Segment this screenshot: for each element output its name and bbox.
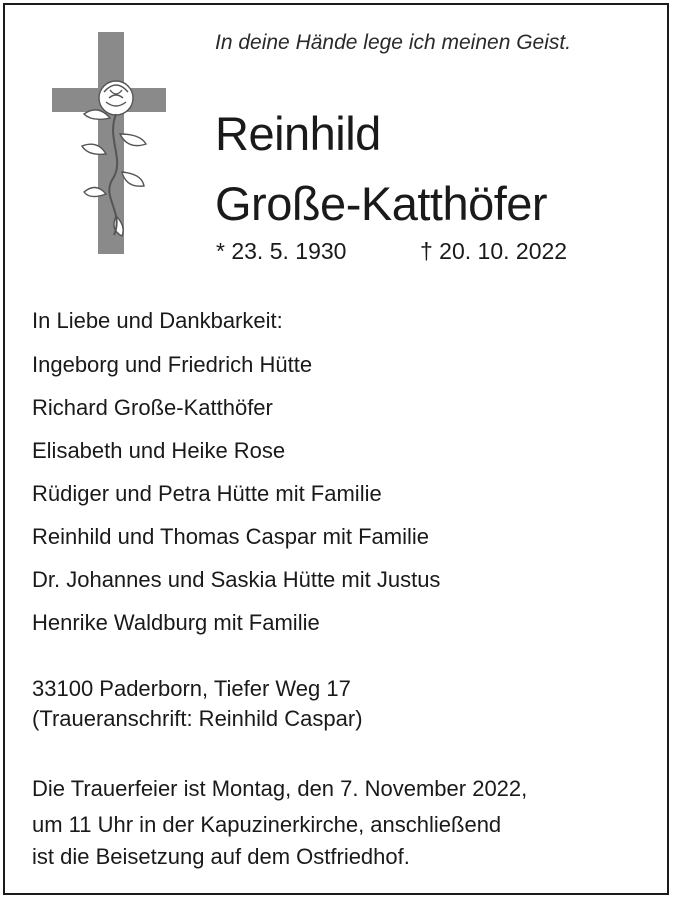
- mourner-line: Elisabeth und Heike Rose: [32, 438, 286, 463]
- mourner-line: Dr. Johannes und Saskia Hütte mit Justus: [32, 567, 441, 592]
- mourner-line: Reinhild und Thomas Caspar mit Familie: [32, 524, 429, 549]
- death-date: † 20. 10. 2022: [420, 238, 568, 264]
- funeral-service-info: um 11 Uhr in der Kapuzinerkirche, anschließend: [32, 812, 502, 837]
- mourner-line: Henrike Waldburg mit Familie: [32, 610, 320, 635]
- mourner-line: Rüdiger und Petra Hütte mit Familie: [32, 481, 382, 506]
- funeral-service-info: Die Trauerfeier ist Montag, den 7. November 2022,: [32, 776, 528, 801]
- motto-quote: In deine Hände lege ich meinen Geist.: [215, 31, 572, 54]
- deceased-last-name: Große-Katthöfer: [215, 177, 548, 230]
- mourner-line: Ingeborg und Friedrich Hütte: [32, 352, 313, 377]
- dedication-intro: In Liebe und Dankbarkeit:: [32, 308, 283, 333]
- cross-with-rose-icon: [50, 30, 170, 256]
- deceased-first-name: Reinhild: [215, 107, 381, 160]
- mourning-address-contact: (Traueranschrift: Reinhild Caspar): [32, 706, 363, 731]
- funeral-service-info: ist die Beisetzung auf dem Ostfriedhof.: [32, 844, 410, 869]
- birth-date: * 23. 5. 1930: [216, 238, 347, 264]
- mourning-address: 33100 Paderborn, Tiefer Weg 17: [32, 676, 351, 701]
- mourner-line: Richard Große-Katthöfer: [32, 395, 273, 420]
